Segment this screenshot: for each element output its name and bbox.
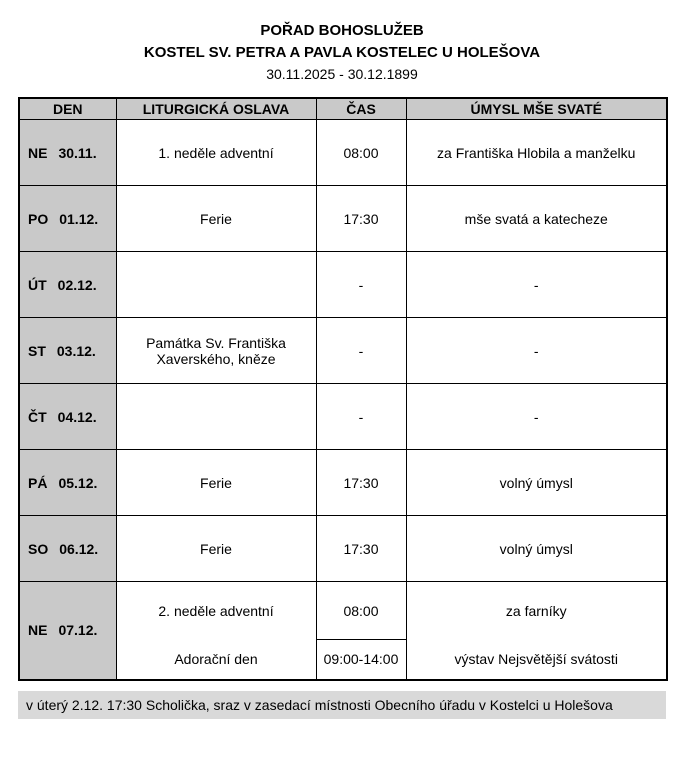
time-cell: 08:00 bbox=[316, 120, 406, 186]
celebration-cell: Památka Sv. Františka Xaverského, kněze bbox=[116, 318, 316, 384]
day-cell bbox=[19, 120, 116, 186]
intention-cell: volný úmysl bbox=[406, 516, 667, 582]
day-abbr: ÚT bbox=[28, 276, 47, 293]
day-abbr: PO bbox=[28, 210, 49, 227]
day-date: 04.12. bbox=[57, 408, 97, 425]
time-cell: 09:00-14:00 bbox=[316, 640, 406, 680]
day-abbr: NE bbox=[28, 144, 48, 161]
time-cell: 08:00 bbox=[316, 582, 406, 640]
day-date: 02.12. bbox=[57, 276, 97, 293]
footer-note: v úterý 2.12. 17:30 Scholička, sraz v zasedací místnosti Obecního úřadu v Kostelci u Holešova bbox=[18, 691, 666, 719]
day-date: 05.12. bbox=[58, 474, 98, 491]
table-row-final-bottom bbox=[19, 640, 667, 680]
day-abbr: ST bbox=[28, 342, 46, 359]
table-header-row bbox=[19, 98, 667, 120]
intention-cell: - bbox=[406, 318, 667, 384]
celebration-cell bbox=[116, 384, 316, 450]
time-cell: - bbox=[316, 252, 406, 318]
intention-cell: za farníky bbox=[406, 582, 667, 640]
table-row bbox=[19, 120, 667, 186]
day-date: 03.12. bbox=[56, 342, 96, 359]
celebration-cell: 2. neděle adventní bbox=[116, 582, 316, 640]
day-date: 30.11. bbox=[58, 144, 97, 161]
table-row bbox=[19, 516, 667, 582]
celebration-cell bbox=[116, 252, 316, 318]
intention-cell: - bbox=[406, 384, 667, 450]
intention-cell: - bbox=[406, 252, 667, 318]
day-cell bbox=[19, 582, 116, 680]
celebration-cell: 1. neděle adventní bbox=[116, 120, 316, 186]
table-row bbox=[19, 186, 667, 252]
table-row bbox=[19, 384, 667, 450]
intention-cell: volný úmysl bbox=[406, 450, 667, 516]
day-date: 01.12. bbox=[59, 210, 99, 227]
celebration-cell: Adorační den bbox=[116, 640, 316, 680]
time-cell: 17:30 bbox=[316, 450, 406, 516]
day-cell bbox=[19, 384, 116, 450]
celebration-cell: Ferie bbox=[116, 450, 316, 516]
day-cell bbox=[19, 186, 116, 252]
header-intention: ÚMYSL MŠE SVATÉ bbox=[406, 98, 667, 120]
schedule-table bbox=[18, 97, 668, 681]
header-day: DEN bbox=[19, 98, 116, 120]
intention-cell: výstav Nejsvětější svátosti bbox=[406, 640, 667, 680]
table-row bbox=[19, 450, 667, 516]
celebration-cell: Ferie bbox=[116, 516, 316, 582]
document-header bbox=[18, 20, 666, 85]
day-abbr: SO bbox=[28, 540, 49, 557]
table-row bbox=[19, 318, 667, 384]
day-cell bbox=[19, 252, 116, 318]
document-title: POŘAD BOHOSLUŽEB bbox=[260, 22, 424, 39]
day-cell bbox=[19, 318, 116, 384]
time-cell: - bbox=[316, 384, 406, 450]
document-subtitle: KOSTEL SV. PETRA A PAVLA KOSTELEC U HOLEŠOVA bbox=[143, 43, 541, 61]
day-date: 07.12. bbox=[58, 622, 98, 639]
day-abbr: NE bbox=[28, 622, 48, 639]
day-abbr: ČT bbox=[28, 408, 47, 425]
header-time: ČAS bbox=[316, 98, 406, 120]
time-cell: 17:30 bbox=[316, 516, 406, 582]
time-cell: 17:30 bbox=[316, 186, 406, 252]
date-range: 30.11.2025 - 30.12.1899 bbox=[266, 65, 418, 82]
day-date: 06.12. bbox=[59, 540, 99, 557]
day-abbr: PÁ bbox=[28, 474, 48, 491]
header-celebration: LITURGICKÁ OSLAVA bbox=[116, 98, 316, 120]
day-cell bbox=[19, 450, 116, 516]
intention-cell: mše svatá a katecheze bbox=[406, 186, 667, 252]
table-row-final-top bbox=[19, 582, 667, 640]
table-row bbox=[19, 252, 667, 318]
day-cell bbox=[19, 516, 116, 582]
time-cell: - bbox=[316, 318, 406, 384]
intention-cell: za Františka Hlobila a manželku bbox=[406, 120, 667, 186]
celebration-cell: Ferie bbox=[116, 186, 316, 252]
